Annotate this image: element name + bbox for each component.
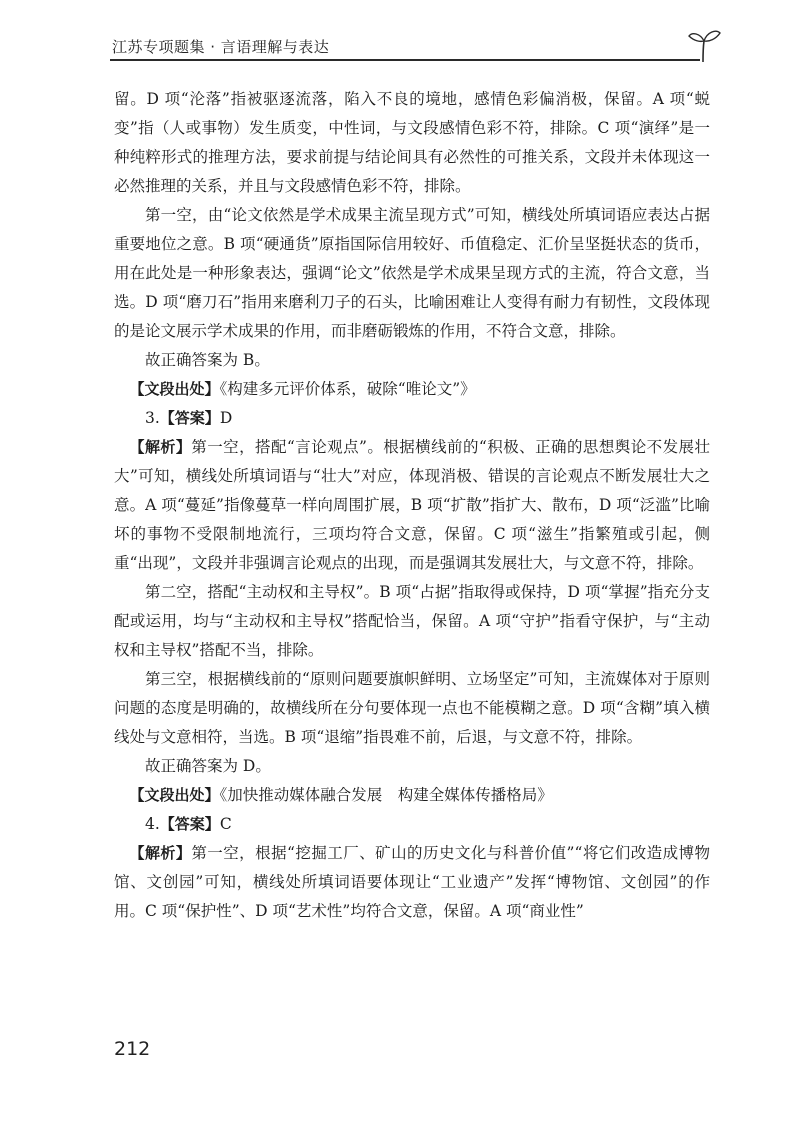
source-tag: 【文段出处】 xyxy=(129,786,220,804)
paragraph-continued: 留。D 项“沦落”指被驱逐流落，陷入不良的境地，感情色彩偏消极，保留。A 项“蜕变”指（人或事物）发生质变，中性词，与文段感情色彩不符，排除。C 项“演绎”是一种纯粹形式的推理方法，要求前提与结论间具有必然性的可推关系，文段并未体现这一必然推理的关系，并且与文段感情色彩不符，排除。 xyxy=(114,90,710,195)
paragraph-answer-b: 故正确答案为 B。 xyxy=(145,351,270,369)
paragraph-analysis-first-blank: 第一空，由“论文依然是学术成果主流呈现方式”可知，横线处所填词语应表达占据重要地位之意。B 项“硬通货”原指国际信用较好、币值稳定、汇价呈坚挺状态的货币，用在此处是一种形象表达，强调“论文”依然是学术成果呈现方式的主流，符合文意，当选。D 项“磨刀石”指用来磨利刀子的石头，比喻困难让人变得有耐力有韧性，文段体现的是论文展示学术成果的作用，而非磨砺锻炼的作用，不符合文意，排除。 xyxy=(114,206,710,340)
source-title: 《构建多元评价体系，破除“唯论文”》 xyxy=(219,380,476,398)
paragraph-source-1 xyxy=(114,375,710,404)
paragraph-answer-d: 故正确答案为 D。 xyxy=(145,757,271,775)
answer-value: C xyxy=(219,815,232,833)
analysis-tag: 【解析】 xyxy=(129,438,192,456)
paragraph-question-4-analysis xyxy=(114,839,710,926)
answer-tag: 【答案】 xyxy=(159,409,220,427)
analysis-tag: 【解析】 xyxy=(129,844,192,862)
sprout-icon xyxy=(686,24,722,64)
page-content xyxy=(114,85,710,926)
paragraph-question-4-answer xyxy=(114,810,710,839)
question-number: 3. xyxy=(145,409,160,427)
analysis-text: 第一空，根据“挖掘工厂、矿山的历史文化与科普价值”“将它们改造成博物馆、文创园”可知，横线处所填词语要体现让“工业遗产”发挥“博物馆、文创园”的作用。C 项“保护性”、D 项“艺术性”均符合文意，保留。A 项“商业性” xyxy=(114,844,710,920)
paragraph-question-3-analysis xyxy=(114,433,710,578)
source-tag: 【文段出处】 xyxy=(129,380,220,398)
analysis-text: 第一空，搭配“言论观点”。根据横线前的“积极、正确的思想舆论不发展壮大”可知，横线处所填词语与“壮大”对应，体现消极、错误的言论观点不断发展壮大之意。A 项“蔓延”指像蔓草一样向周围扩展，B 项“扩散”指扩大、散布，D 项“泛滥”比喻坏的事物不受限制地流行，三项均符合文意，保留。C 项“滋生”指繁殖或引起，侧重“出现”，文段并非强调言论观点的出现，而是强调其发展壮大，与文意不符，排除。 xyxy=(114,438,710,572)
paragraph-third-blank: 第三空，根据横线前的“原则问题要旗帜鲜明、立场坚定”可知，主流媒体对于原则问题的态度是明确的，故横线所在分句要体现一点也不能模糊之意。D 项“含糊”填入横线处与文意相符，当选。B 项“退缩”指畏难不前，后退，与文意不符，排除。 xyxy=(114,670,710,746)
answer-value: D xyxy=(219,409,233,427)
paragraph-source-2 xyxy=(114,781,710,810)
answer-tag: 【答案】 xyxy=(159,815,220,833)
header-rule xyxy=(110,59,700,61)
page-number: 212 xyxy=(114,1038,151,1060)
paragraph-second-blank: 第二空，搭配“主动权和主导权”。B 项“占据”指取得或保持，D 项“掌握”指充分支配或运用，均与“主动权和主导权”搭配恰当，保留。A 项“守护”指看守保护，与“主动权和主导权”搭配不当，排除。 xyxy=(114,583,710,659)
question-number: 4. xyxy=(145,815,160,833)
source-title: 《加快推动媒体融合发展 构建全媒体传播格局》 xyxy=(219,786,553,804)
paragraph-question-3-answer xyxy=(114,404,710,433)
running-header-title: 江苏专项题集 · 言语理解与表达 xyxy=(112,38,330,56)
